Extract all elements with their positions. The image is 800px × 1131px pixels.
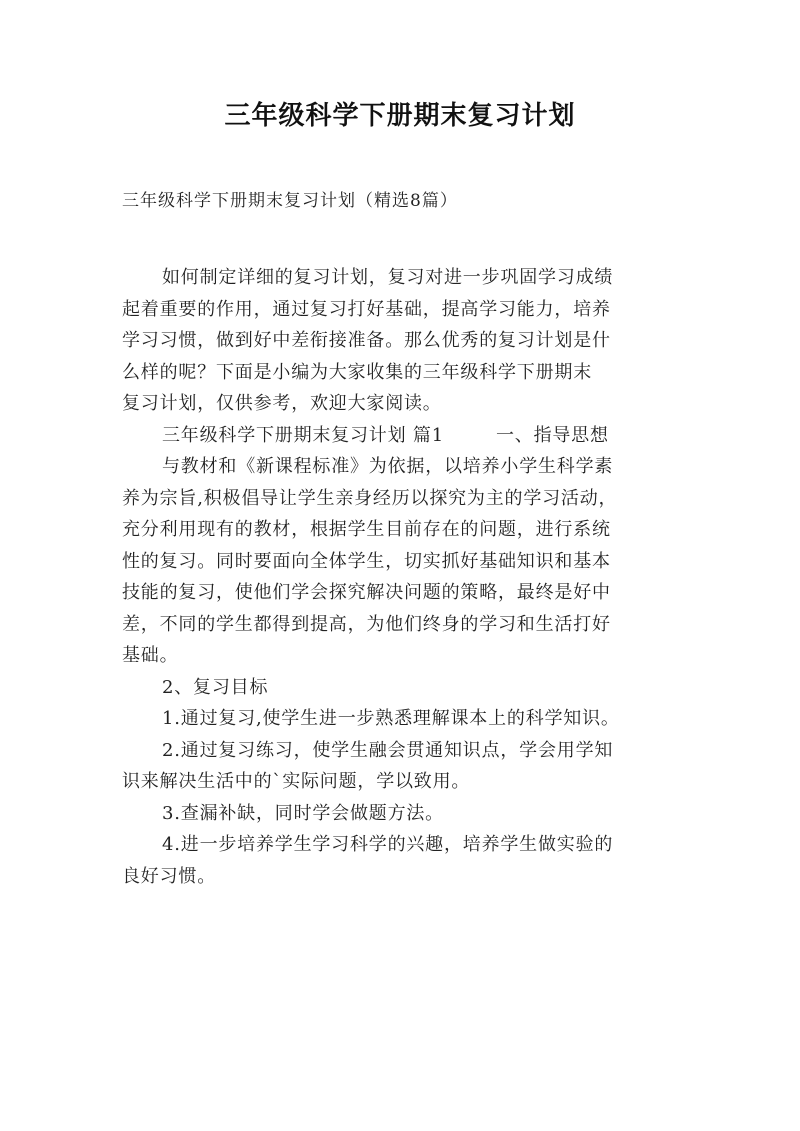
paragraph-line: 与教材和《新课程标准》为依据，以培养小学生科学素 [162,456,614,477]
paragraph-line: 性的复习。同时要面向全体学生，切实抓好基础知识和基本 [122,550,611,572]
list-item: 4.进一步培养学生学习科学的兴趣，培养学生做实验的 [162,834,614,855]
paragraph-line: 么样的呢？下面是小编为大家收集的三年级科学下册期末 [122,361,592,383]
paragraph-line: 技能的复习，使他们学会探究解决问题的策略，最终是好中 [122,582,611,603]
paragraph-line: 起着重要的作用，通过复习打好基础，提高学习能力，培养 [122,298,611,320]
section-heading: 三年级科学下册期末复习计划 篇1 [162,424,444,446]
list-item: 3.查漏补缺，同时学会做题方法。 [162,802,444,824]
paragraph-line: 充分利用现有的教材，根据学生目前存在的问题，进行系统 [122,519,611,540]
paragraph-line: 学习习惯，做到好中差衔接准备。那么优秀的复习计划是什 [122,330,611,351]
paragraph-line: 差，不同的学生都得到提高，为他们终身的学习和生活打好 [122,613,611,635]
list-item: 2.通过复习练习，使学生融会贯通知识点，学会用学知 [162,739,614,761]
paragraph-line: 如何制定详细的复习计划，复习对进一步巩固学习成绩 [162,267,614,288]
list-item-continuation: 识来解决生活中的`实际问题，学以致用。 [122,771,471,792]
section-heading-line [122,420,684,452]
list-item: 1.通过复习,使学生进一步熟悉理解课本上的科学知识。 [162,708,620,729]
document-title: 三年级科学下册期末复习计划 [224,101,576,131]
paragraph-line: 基础。 [122,645,179,666]
list-item-continuation: 良好习惯。 [122,865,216,887]
subsection-heading: 一、指导思想 [495,424,609,446]
paragraph-line: 复习计划，仅供参考，欢迎大家阅读。 [122,393,442,414]
subsection-heading: 2、复习目标 [162,676,269,698]
paragraph-line: 养为宗旨,积极倡导让学生亲身经历以探究为主的学习活动， [122,487,618,509]
document-body [122,262,684,892]
document-subtitle: 三年级科学下册期末复习计划（精选8篇） [122,191,458,211]
